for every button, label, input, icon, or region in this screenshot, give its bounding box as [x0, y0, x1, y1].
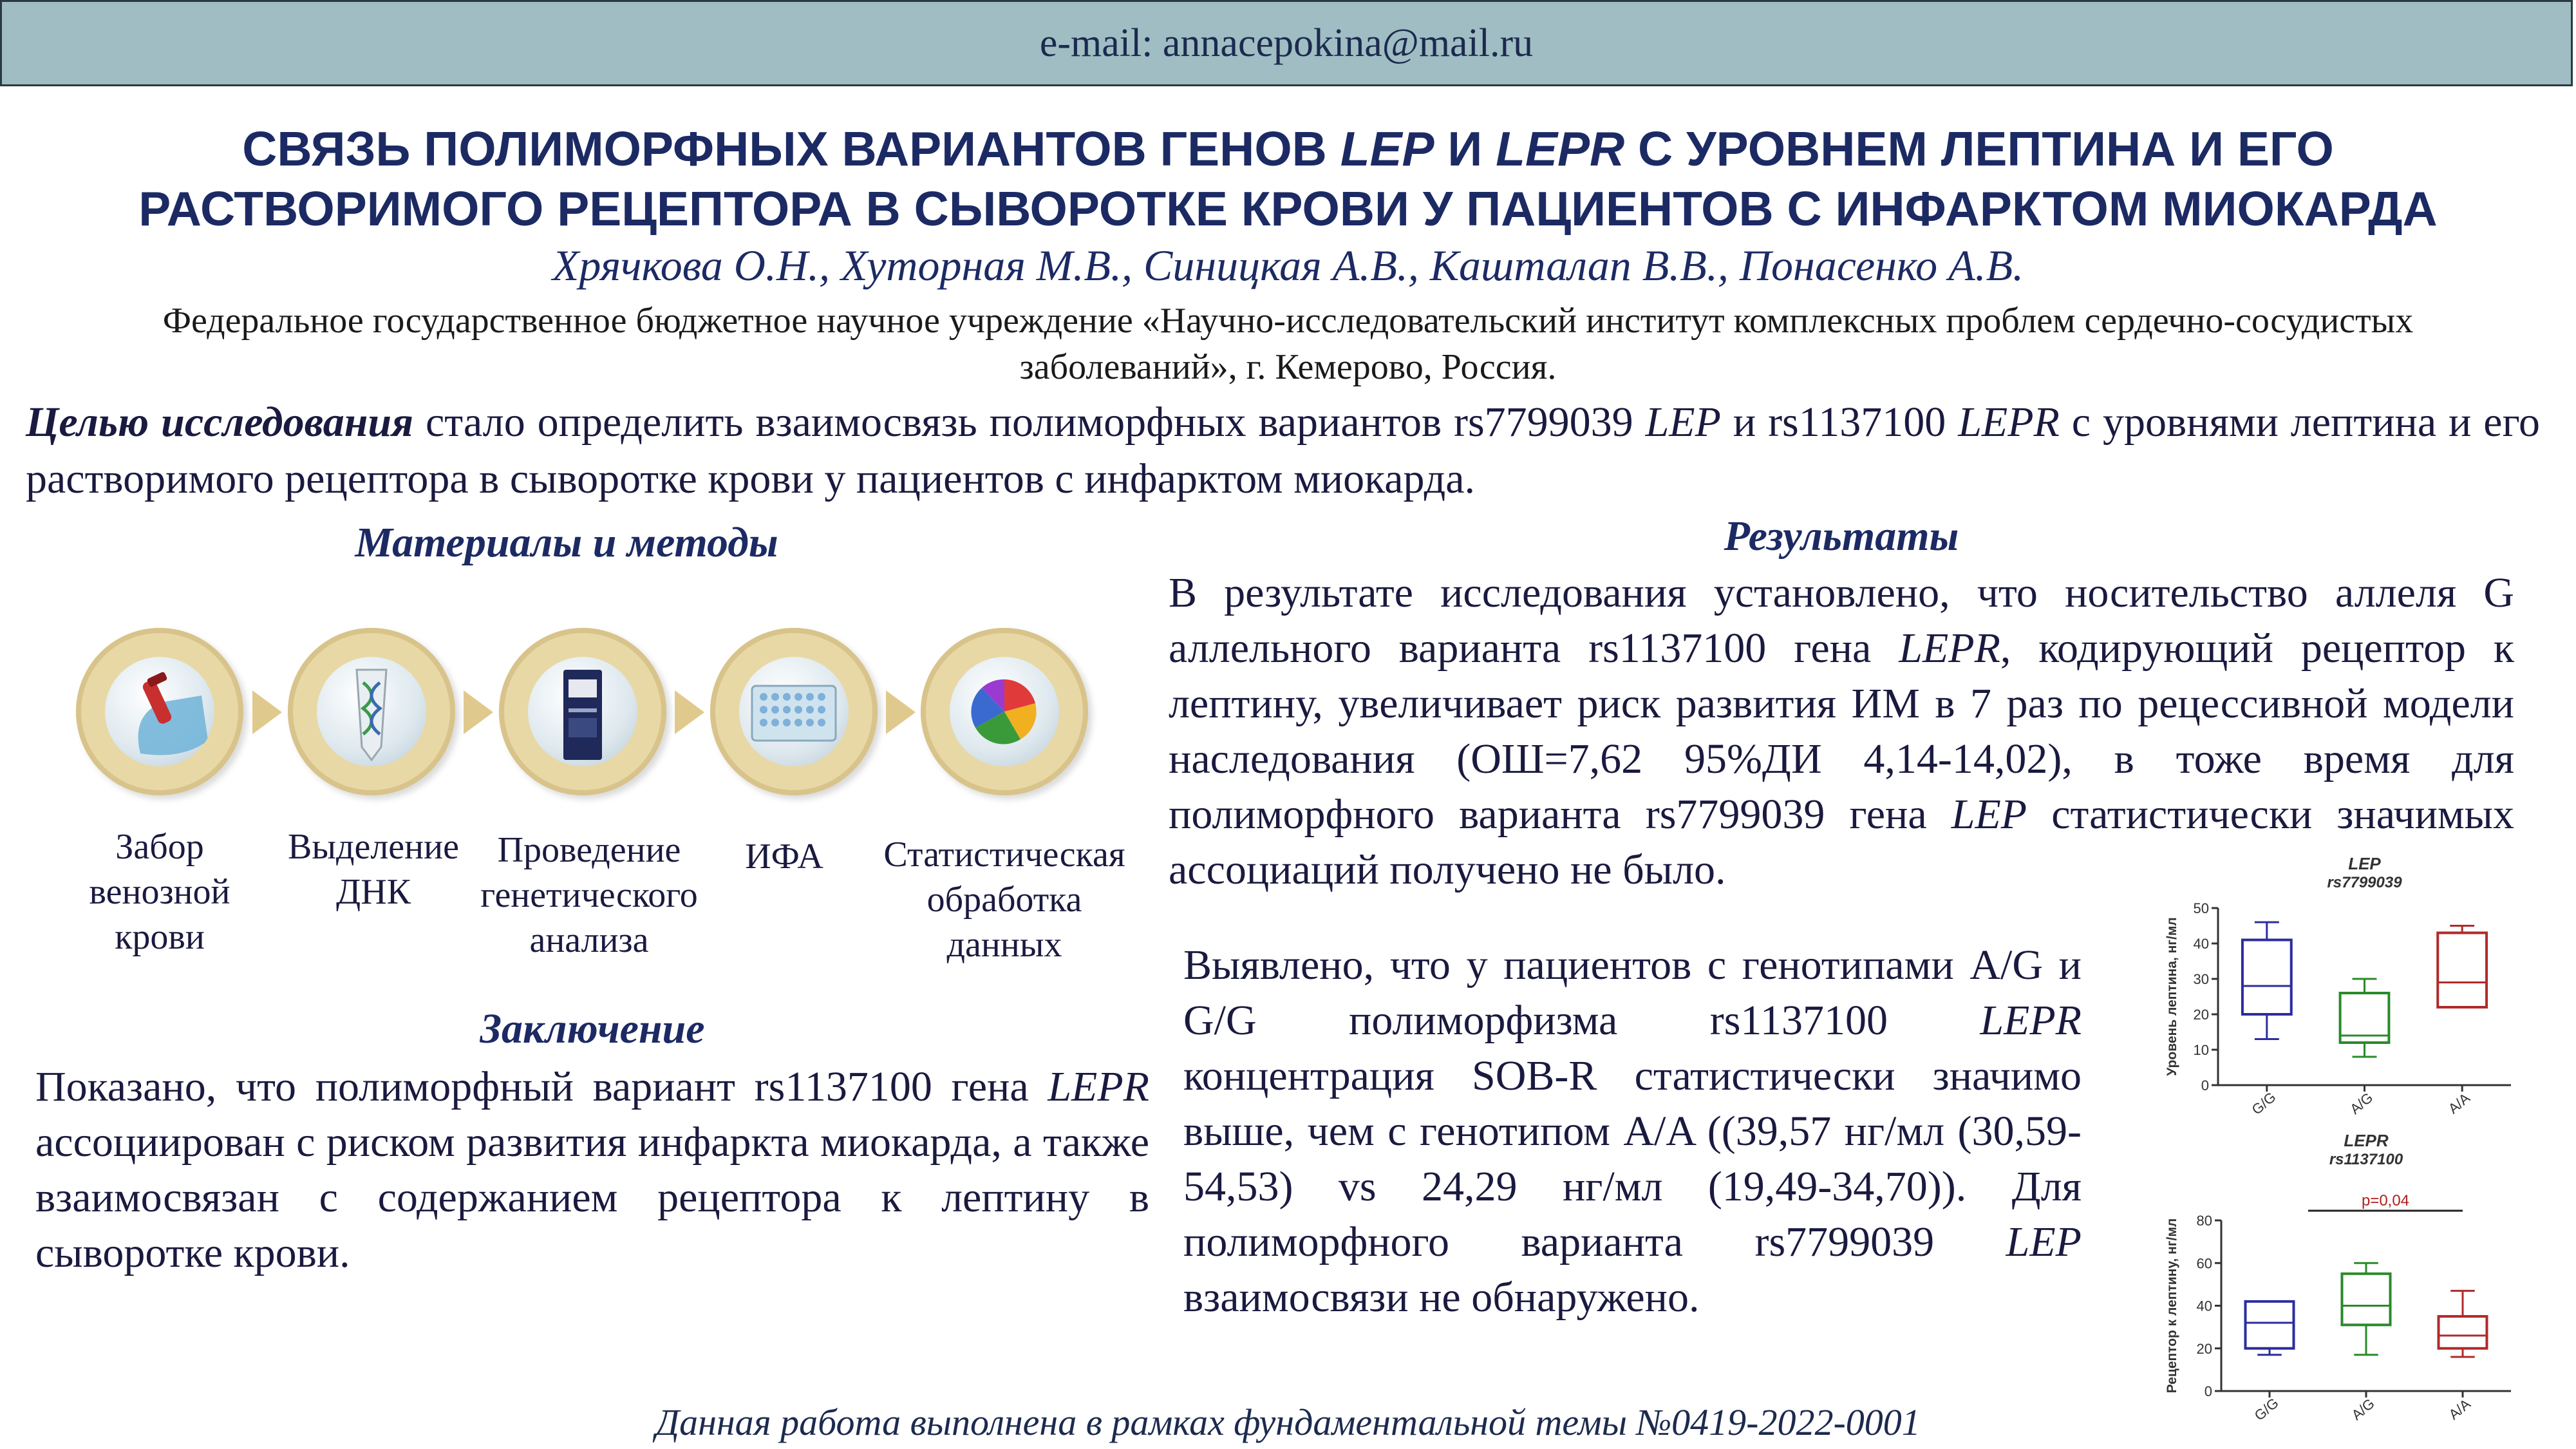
- y-tick-label: 40: [2193, 936, 2209, 952]
- results-paragraph-1: В результате исследования установлено, что носительство аллеля G аллельного варианта rs1137100 гена LEPR, кодирующий рецептор к лептину, увеличивает риск развития ИМ в 7 раз по рецессивной модели наследования (ОШ=7,62 95%ДИ 4,14-14,02), в тоже время для полиморфного варианта rs7799039 гена LEP статистически значимых ассоциаций получено не было.: [1169, 569, 2515, 893]
- box: [2342, 1274, 2391, 1325]
- step-circle-dna: [288, 628, 455, 795]
- x-tick-label: A/A: [2445, 1090, 2473, 1117]
- funding-footer: Данная работа выполнена в рамках фундаментальной темы №0419-2022-0001: [655, 1401, 1921, 1443]
- boxplot-lepr-svg: [2150, 1124, 2530, 1443]
- flow-arrow: [252, 690, 282, 734]
- chart-title: LEP: [2348, 854, 2381, 873]
- y-tick-label: 0: [2201, 1077, 2209, 1094]
- flow-arrow: [675, 690, 704, 734]
- y-tick-label: 20: [2196, 1340, 2212, 1357]
- box: [2242, 940, 2291, 1015]
- y-axis-label: Рецептор к лептину, нг/мл: [2165, 1218, 2179, 1394]
- poster-title-line1: СВЯЗЬ ПОЛИМОРФНЫХ ВАРИАНТОВ ГЕНОВ LEP И LEPR С УРОВНЕМ ЛЕПТИНА И ЕГО: [242, 122, 2334, 176]
- boxplot-lepr: [2150, 1124, 2530, 1443]
- box: [2246, 1302, 2294, 1349]
- aim-paragraph: Целью исследования стало определить взаимосвязь полиморфных вариантов rs7799039 LEP и rs1137100 LEPR с уровнями лептина и его растворимого рецептора в сыворотке крови у пациентов с инфарктом миокарда.: [26, 399, 2540, 502]
- poster-title-line2: РАСТВОРИМОГО РЕЦЕПТОРА В СЫВОРОТКЕ КРОВИ У ПАЦИЕНТОВ С ИНФАРКТОМ МИОКАРДА: [138, 182, 2438, 236]
- contact-email: e-mail: annacepokina@mail.ru: [1039, 21, 1534, 65]
- step-label-blood: Забор венозной крови: [89, 827, 230, 957]
- elisa-plate-icon: [739, 657, 849, 766]
- chart-subtitle: rs1137100: [2329, 1151, 2403, 1168]
- box: [2439, 1316, 2487, 1349]
- x-tick-label: A/A: [2445, 1396, 2474, 1423]
- genetic-analyzer-icon: [528, 657, 637, 766]
- step-label-stats: Статистическая обработка данных: [883, 835, 1125, 965]
- methods-heading: Материалы и методы: [355, 519, 778, 566]
- step-circle-analysis: [499, 628, 666, 795]
- y-tick-label: 40: [2196, 1298, 2212, 1314]
- results-paragraph-2: Выявлено, что у пациентов с генотипами A/G и G/G полиморфизма rs1137100 LEPR концентрация SOB-R статистически значимо выше, чем с генотипом A/A ((39,57 нг/мл (30,59-54,53) vs 24,29 нг/мл (19,49-34,70)). Для полиморфного варианта rs7799039 LEP взаимосвязи не обнаружено.: [1183, 942, 2082, 1321]
- step-circle-stats: [921, 628, 1088, 795]
- boxplot-lep: [2150, 847, 2530, 1124]
- flow-arrow: [886, 690, 916, 734]
- box: [2438, 933, 2487, 1008]
- conclusion-heading: Заключение: [480, 1005, 705, 1052]
- significance-label: p=0,04: [2361, 1192, 2410, 1209]
- y-axis-label: Уровень лептина, нг/мл: [2165, 917, 2179, 1076]
- y-tick-label: 50: [2193, 900, 2209, 916]
- blood-sample-icon: [105, 657, 214, 766]
- y-tick-label: 30: [2193, 971, 2209, 987]
- y-tick-label: 0: [2204, 1383, 2212, 1399]
- chart-subtitle: rs7799039: [2327, 874, 2402, 891]
- pie-chart-icon: [950, 657, 1059, 766]
- conclusion-paragraph: Показано, что полиморфный вариант rs1137100 гена LEPR ассоциирован с риском развития инфаркта миокарда, а также взаимосвязан с содержанием рецептора к лептину в сыворотке крови.: [35, 1063, 1149, 1276]
- affiliation: Федеральное государственное бюджетное научное учреждение «Научно-исследовательский институт комплексных проблем сердечно-сосудистых заболеваний», г. Кемерово, Россия.: [162, 301, 2414, 387]
- flow-arrow: [464, 690, 493, 734]
- y-tick-label: 10: [2193, 1042, 2209, 1058]
- y-tick-label: 80: [2196, 1213, 2212, 1229]
- step-circle-blood: [76, 628, 243, 795]
- step-label-analysis: Проведение генетического анализа: [480, 830, 698, 960]
- boxplot-lep-svg: [2150, 847, 2530, 1124]
- step-label-dna: Выделение ДНК: [288, 827, 459, 912]
- chart-title: LEPR: [2344, 1131, 2389, 1150]
- x-tick-label: A/G: [2347, 1089, 2376, 1118]
- y-tick-label: 20: [2193, 1007, 2209, 1023]
- x-tick-label: G/G: [2251, 1394, 2282, 1424]
- results-heading: Результаты: [1724, 513, 1959, 560]
- email-banner: [0, 0, 2573, 86]
- x-tick-label: A/G: [2348, 1395, 2378, 1424]
- step-label-elisa: ИФА: [745, 837, 823, 876]
- dna-tube-icon: [317, 657, 426, 766]
- step-circle-elisa: [710, 628, 878, 795]
- x-tick-label: G/G: [2248, 1088, 2279, 1118]
- y-tick-label: 60: [2196, 1255, 2212, 1272]
- authors: Хрячкова О.Н., Хуторная М.В., Синицкая А.В., Кашталап В.В., Понасенко А.В.: [552, 241, 2024, 290]
